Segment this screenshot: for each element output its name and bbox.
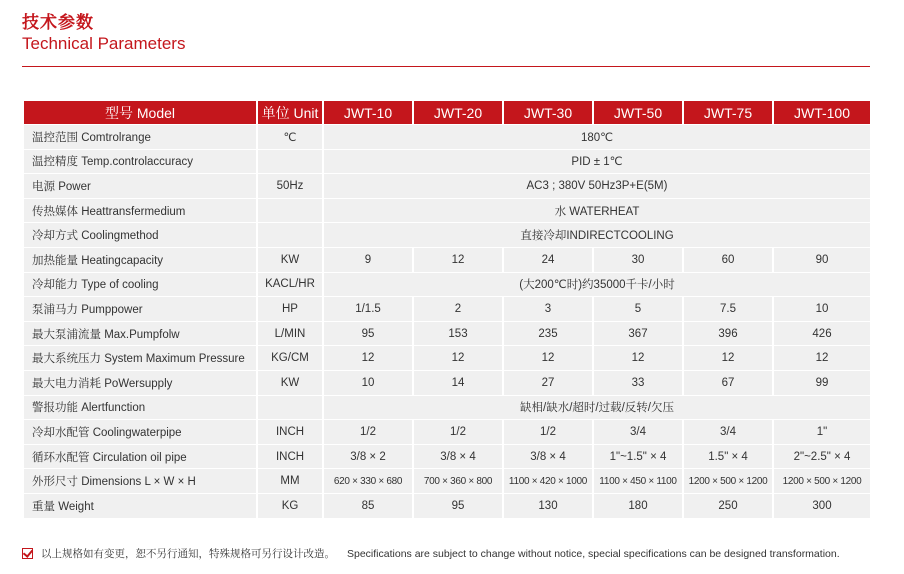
value-cell: 60 — [684, 248, 772, 272]
table-body — [24, 125, 870, 518]
value-cell: 90 — [774, 248, 870, 272]
value-cell: 1.5" × 4 — [684, 445, 772, 469]
value-cell: 85 — [324, 494, 412, 518]
shared-value-cell: 180℃ — [324, 125, 870, 149]
table-row — [24, 273, 870, 297]
value-cell: 367 — [594, 322, 682, 346]
unit-cell: KACL/HR — [258, 273, 322, 297]
param-name-cell: 冷却能力 Type of cooling — [24, 273, 256, 297]
value-cell: 1100 × 420 × 1000 — [504, 469, 592, 493]
param-name-cell: 泵浦马力 Pumppower — [24, 297, 256, 321]
unit-cell: KW — [258, 371, 322, 395]
section-title-en: Technical Parameters — [22, 34, 186, 53]
table-row — [24, 445, 870, 469]
table-row — [24, 297, 870, 321]
footnote — [22, 546, 882, 561]
shared-value-cell: (大200℃时)约35000千卡/小时 — [324, 273, 870, 297]
value-cell: 300 — [774, 494, 870, 518]
header-cell: JWT-10 — [324, 101, 412, 124]
unit-cell — [258, 223, 322, 247]
table-row — [24, 199, 870, 223]
param-name-cell: 警报功能 Alertfunction — [24, 396, 256, 420]
value-cell: 12 — [414, 248, 502, 272]
table-row — [24, 174, 870, 198]
value-cell: 396 — [684, 322, 772, 346]
value-cell: 130 — [504, 494, 592, 518]
table-row — [24, 396, 870, 420]
value-cell: 10 — [324, 371, 412, 395]
value-cell: 3 — [504, 297, 592, 321]
value-cell: 2 — [414, 297, 502, 321]
value-cell: 67 — [684, 371, 772, 395]
value-cell: 700 × 360 × 800 — [414, 469, 502, 493]
value-cell: 12 — [684, 346, 772, 370]
param-name-cell: 加热能量 Heatingcapacity — [24, 248, 256, 272]
value-cell: 1/2 — [414, 420, 502, 444]
footnote-en: Specifications are subject to change without notice, special specifications can be designed transformation. — [347, 547, 840, 560]
param-name-cell: 最大系统压力 System Maximum Pressure — [24, 346, 256, 370]
unit-cell — [258, 150, 322, 174]
unit-cell: 50Hz — [258, 174, 322, 198]
shared-value-cell: 缺相/缺水/超时/过载/反转/欠压 — [324, 396, 870, 420]
unit-cell — [258, 396, 322, 420]
unit-cell: ℃ — [258, 125, 322, 149]
value-cell: 3/8 × 2 — [324, 445, 412, 469]
table-row — [24, 420, 870, 444]
param-name-cell: 冷却方式 Coolingmethod — [24, 223, 256, 247]
unit-cell: MM — [258, 469, 322, 493]
value-cell: 9 — [324, 248, 412, 272]
section-title-cn: 技术参数 — [22, 13, 94, 33]
header-cell: JWT-75 — [684, 101, 772, 124]
value-cell: 99 — [774, 371, 870, 395]
value-cell: 153 — [414, 322, 502, 346]
title-divider — [22, 66, 870, 67]
table-header-row — [24, 101, 870, 124]
value-cell: 1200 × 500 × 1200 — [684, 469, 772, 493]
header-cell: JWT-20 — [414, 101, 502, 124]
value-cell: 1200 × 500 × 1200 — [774, 469, 870, 493]
spec-table — [22, 100, 872, 519]
unit-cell: INCH — [258, 445, 322, 469]
value-cell: 12 — [774, 346, 870, 370]
header-cell: 单位 Unit — [258, 101, 322, 124]
value-cell: 12 — [324, 346, 412, 370]
param-name-cell: 重量 Weight — [24, 494, 256, 518]
param-name-cell: 温控精度 Temp.controlaccuracy — [24, 150, 256, 174]
value-cell: 27 — [504, 371, 592, 395]
table-row — [24, 125, 870, 149]
param-name-cell: 循环水配管 Circulation oil pipe — [24, 445, 256, 469]
value-cell: 3/8 × 4 — [504, 445, 592, 469]
param-name-cell: 最大电力消耗 PoWersupply — [24, 371, 256, 395]
value-cell: 426 — [774, 322, 870, 346]
value-cell: 2"~2.5" × 4 — [774, 445, 870, 469]
value-cell: 1/2 — [504, 420, 592, 444]
table-row — [24, 469, 870, 493]
table-row — [24, 494, 870, 518]
value-cell: 180 — [594, 494, 682, 518]
shared-value-cell: 直接冷却INDIRECTCOOLING — [324, 223, 870, 247]
value-cell: 12 — [414, 346, 502, 370]
value-cell: 7.5 — [684, 297, 772, 321]
unit-cell: INCH — [258, 420, 322, 444]
unit-cell: L/MIN — [258, 322, 322, 346]
shared-value-cell: 水 WATERHEAT — [324, 199, 870, 223]
shared-value-cell: PID ± 1℃ — [324, 150, 870, 174]
footnote-cn: 以上规格如有变更，恕不另行通知，特殊规格可另行设计改造。 — [41, 548, 335, 560]
param-name-cell: 传热媒体 Heattransfermedium — [24, 199, 256, 223]
value-cell: 3/8 × 4 — [414, 445, 502, 469]
param-name-cell: 外形尺寸 Dimensions L × W × H — [24, 469, 256, 493]
header-cell: JWT-100 — [774, 101, 870, 124]
value-cell: 33 — [594, 371, 682, 395]
value-cell: 10 — [774, 297, 870, 321]
param-name-cell: 最大泵浦流量 Max.Pumpfolw — [24, 322, 256, 346]
value-cell: 1" — [774, 420, 870, 444]
header-cell: JWT-30 — [504, 101, 592, 124]
checkbox-icon — [22, 548, 33, 559]
unit-cell: KW — [258, 248, 322, 272]
table-row — [24, 248, 870, 272]
value-cell: 250 — [684, 494, 772, 518]
header-cell: JWT-50 — [594, 101, 682, 124]
param-name-cell: 冷却水配管 Coolingwaterpipe — [24, 420, 256, 444]
value-cell: 3/4 — [594, 420, 682, 444]
shared-value-cell: AC3 ; 380V 50Hz3P+E(5M) — [324, 174, 870, 198]
value-cell: 1100 × 450 × 1100 — [594, 469, 682, 493]
unit-cell: KG/CM — [258, 346, 322, 370]
value-cell: 3/4 — [684, 420, 772, 444]
value-cell: 95 — [324, 322, 412, 346]
table-row — [24, 346, 870, 370]
value-cell: 12 — [594, 346, 682, 370]
value-cell: 1/2 — [324, 420, 412, 444]
header-cell: 型号 Model — [24, 101, 256, 124]
unit-cell: HP — [258, 297, 322, 321]
table-row — [24, 223, 870, 247]
value-cell: 620 × 330 × 680 — [324, 469, 412, 493]
unit-cell — [258, 199, 322, 223]
value-cell: 30 — [594, 248, 682, 272]
value-cell: 24 — [504, 248, 592, 272]
param-name-cell: 温控范围 Comtrolrange — [24, 125, 256, 149]
unit-cell: KG — [258, 494, 322, 518]
value-cell: 1"~1.5" × 4 — [594, 445, 682, 469]
value-cell: 95 — [414, 494, 502, 518]
value-cell: 14 — [414, 371, 502, 395]
table-row — [24, 371, 870, 395]
table-row — [24, 322, 870, 346]
table-row — [24, 150, 870, 174]
value-cell: 12 — [504, 346, 592, 370]
value-cell: 5 — [594, 297, 682, 321]
value-cell: 235 — [504, 322, 592, 346]
param-name-cell: 电源 Power — [24, 174, 256, 198]
value-cell: 1/1.5 — [324, 297, 412, 321]
